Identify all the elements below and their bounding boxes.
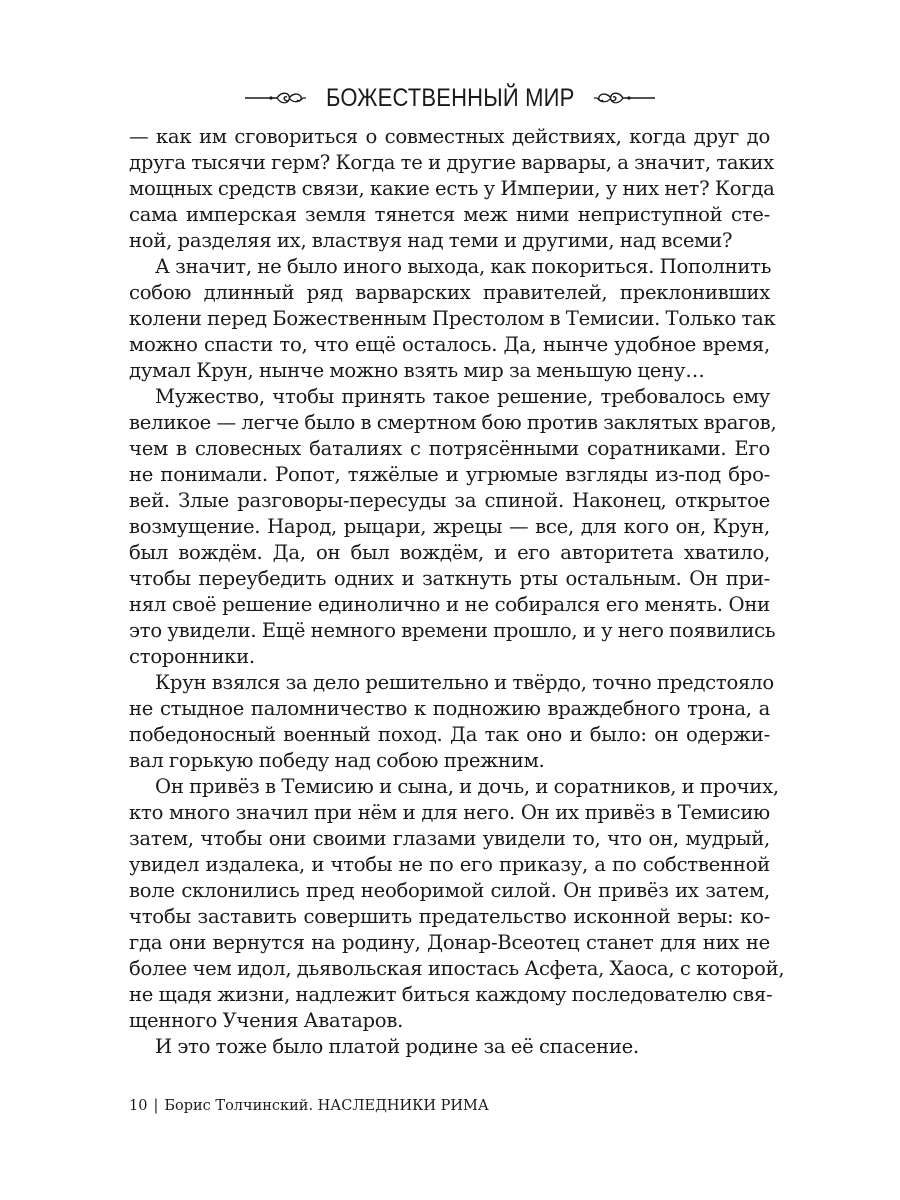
text-line: нял своё решение единолично и не собирался его менять. Они <box>129 593 770 616</box>
page-number: 10 <box>129 1098 148 1114</box>
text-line: чем в словесных баталиях с потрясёнными соратниками. Его <box>129 437 770 460</box>
text-line: возмущение. Народ, рыцари, жрецы — все, для кого он, Крун, <box>129 515 770 538</box>
text-line: сторонники. <box>129 645 255 668</box>
paragraph <box>129 1034 770 1060</box>
text-line: Он привёз в Темисию и сына, и дочь, и соратников, и прочих, <box>155 775 779 798</box>
paragraph <box>129 384 777 670</box>
body-text <box>129 124 785 1060</box>
text-line: можно спасти то, что ещё осталось. Да, нынче удобное время, <box>129 333 770 356</box>
paragraph <box>129 774 785 1034</box>
paragraph <box>129 254 776 384</box>
text-line: вал горькую победу над собою прежним. <box>129 749 545 772</box>
text-line: мощных средств связи, какие есть у Империи, у них нет? Когда <box>129 177 775 200</box>
text-line: вей. Злые разговоры-пересуды за спиной. Наконец, открытое <box>129 489 770 512</box>
text-line: это увидели. Ещё немного времени прошло, и у него появились <box>129 619 776 642</box>
page-title: БОЖЕСТВЕННЫЙ МИР <box>325 83 575 112</box>
text-line: кто много значил при нём и для него. Он их привёз в Темисию <box>129 801 770 824</box>
text-line: увидел издалека, и чтобы не по его приказу, а по собственной <box>129 853 770 876</box>
text-line: гда они вернутся на родину, Донар-Всеотец станет для них не <box>129 931 770 954</box>
text-line: Крун взялся за дело решительно и твёрдо, точно предстояло <box>155 671 774 694</box>
text-line: сама имперская земля тянется меж ними неприступной сте- <box>129 203 770 226</box>
running-header <box>0 78 900 118</box>
text-line: победоносный военный поход. Да так оно и было: он одержи- <box>129 723 770 746</box>
text-line: колени перед Божественным Престолом в Темисии. Только так <box>129 307 776 330</box>
paragraph <box>129 670 774 774</box>
text-line: не щадя жизни, надлежит биться каждому последователю свя- <box>129 983 773 1006</box>
book-credit: Борис Толчинский. НАСЛЕДНИКИ РИМА <box>164 1098 489 1114</box>
text-line: был вождём. Да, он был вождём, и его авторитета хватило, <box>129 541 770 564</box>
paragraph <box>129 124 775 254</box>
text-line: — как им сговориться о совместных действиях, когда друг до <box>129 125 770 148</box>
text-line: Мужество, чтобы принять такое решение, требовалось ему <box>155 385 770 408</box>
text-line: И это тоже было платой родине за её спасение. <box>155 1035 639 1058</box>
text-line: более чем идол, дьявольская ипостась Асфета, Хаоса, с которой, <box>129 957 785 980</box>
text-line: чтобы переубедить одних и заткнуть рты остальным. Он при- <box>129 567 770 590</box>
text-line: друга тысячи герм? Когда те и другие варвары, а значит, таких <box>129 151 774 174</box>
text-line: А значит, не было иного выхода, как покориться. Пополнить <box>155 255 772 278</box>
text-line: затем, чтобы они своими глазами увидели то, что он, мудрый, <box>129 827 770 850</box>
right-flourish-icon <box>593 88 657 108</box>
left-flourish-icon <box>243 88 307 108</box>
footer-separator: | <box>153 1098 159 1114</box>
text-line: собою длинный ряд варварских правителей, преклонивших <box>129 281 770 304</box>
text-line: воле склонились пред необоримой силой. Он привёз их затем, <box>129 879 770 902</box>
text-line: ной, разделяя их, властвуя над теми и другими, над всеми? <box>129 229 733 252</box>
text-line: великое — легче было в смертном бою против заклятых врагов, <box>129 411 777 434</box>
text-line: думал Крун, нынче можно взять мир за меньшую цену… <box>129 359 705 382</box>
text-line: щенного Учения Аватаров. <box>129 1009 404 1032</box>
text-line: не стыдное паломничество к подножию враждебного трона, а <box>129 697 770 720</box>
page-footer <box>129 1098 489 1114</box>
text-line: не понимали. Ропот, тяжёлые и угрюмые взгляды из-под бро- <box>129 463 770 486</box>
text-line: чтобы заставить совершить предательство исконной веры: ко- <box>129 905 770 928</box>
